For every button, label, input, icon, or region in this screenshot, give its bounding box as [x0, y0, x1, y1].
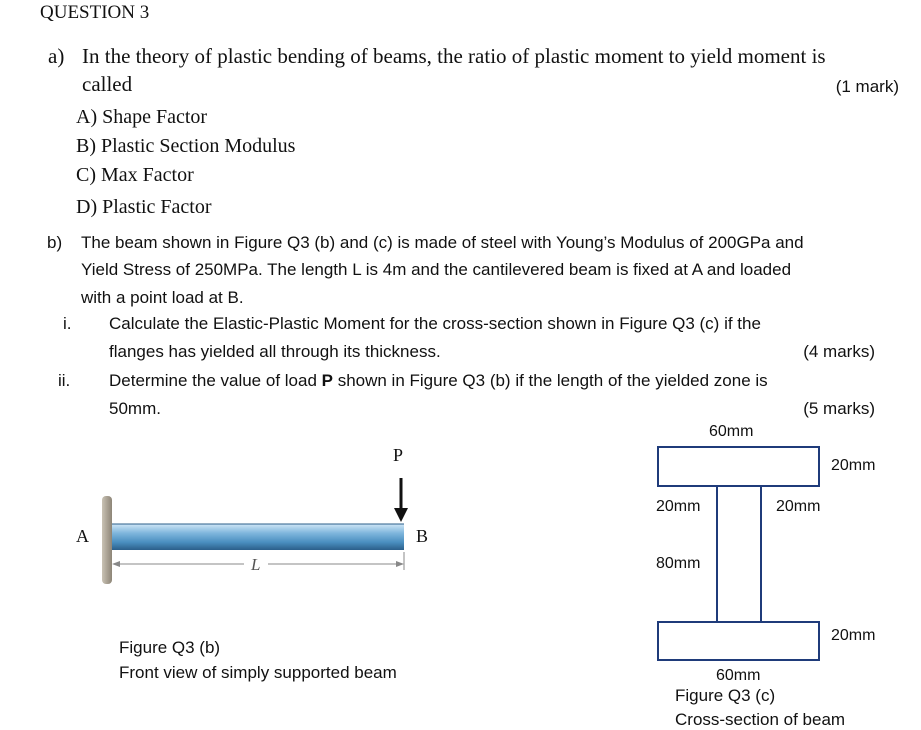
top-flange-thickness-label: 20mm [831, 457, 876, 474]
part-a-question-line1: In the theory of plastic bending of beams, the ratio of plastic moment to yield moment is [82, 44, 826, 68]
sub-ii-number: ii. [58, 371, 71, 390]
length-dim-arrow-left [112, 561, 120, 567]
option-b: B) Plastic Section Modulus [76, 135, 296, 157]
bottom-flange-thickness-label: 20mm [831, 627, 876, 644]
figure-c-description: Cross-section of beam [675, 710, 846, 729]
part-b-line2: Yield Stress of 250MPa. The length L is 4m and the cantilevered beam is fixed at A and loaded [81, 260, 792, 279]
part-a-marks: (1 mark) [835, 77, 899, 96]
length-label-l: L [251, 555, 261, 574]
sub-i-line2: flanges has yielded all through its thickness. [109, 342, 441, 361]
option-c: C) Max Factor [76, 164, 194, 186]
web-height-label: 80mm [656, 555, 701, 572]
sub-ii-line1-pre: Determine the value of load [109, 371, 322, 390]
sub-i-line1: Calculate the Elastic-Plastic Moment for the cross-section shown in Figure Q3 (c) if the [109, 314, 761, 333]
point-label-a: A [76, 526, 89, 546]
web-right-label: 20mm [776, 498, 821, 515]
point-label-b: B [416, 526, 429, 546]
length-dim-arrow-right [396, 561, 404, 567]
part-b-line1: The beam shown in Figure Q3 (b) and (c) is made of steel with Young’s Modulus of 200GPa and [81, 233, 804, 252]
sub-ii-line1 [109, 371, 768, 391]
sub-ii-line1-post: shown in Figure Q3 (b) if the length of the yielded zone is [332, 371, 768, 390]
sub-ii-line2: 50mm. [109, 399, 161, 418]
top-flange [657, 446, 820, 487]
part-b-line3: with a point load at B. [81, 288, 244, 307]
option-d: D) Plastic Factor [76, 196, 212, 218]
figure-b-description: Front view of simply supported beam [119, 663, 397, 682]
sub-i-marks: (4 marks) [803, 342, 875, 361]
part-b-letter: b) [47, 233, 63, 252]
web [716, 485, 762, 623]
load-label-p: P [393, 445, 404, 465]
top-flange-width-label: 60mm [709, 423, 754, 440]
web-left-label: 20mm [656, 498, 701, 515]
load-arrow-head [394, 508, 408, 522]
sub-i-number: i. [63, 314, 72, 333]
option-a: A) Shape Factor [76, 106, 208, 128]
sub-ii-marks: (5 marks) [803, 399, 875, 418]
figure-b-caption: Figure Q3 (b) [119, 638, 221, 657]
bottom-flange-width-label: 60mm [716, 667, 761, 684]
figure-c-caption: Figure Q3 (c) [675, 686, 776, 705]
part-a-letter: a) [48, 44, 65, 68]
fixed-support [102, 496, 112, 584]
part-a-question-line2: called [82, 72, 133, 96]
question-title: QUESTION 3 [40, 2, 150, 23]
bottom-flange [657, 621, 820, 661]
cantilever-beam-figure [60, 440, 440, 590]
sub-ii-load-symbol: P [321, 371, 333, 390]
beam-body [112, 524, 404, 550]
